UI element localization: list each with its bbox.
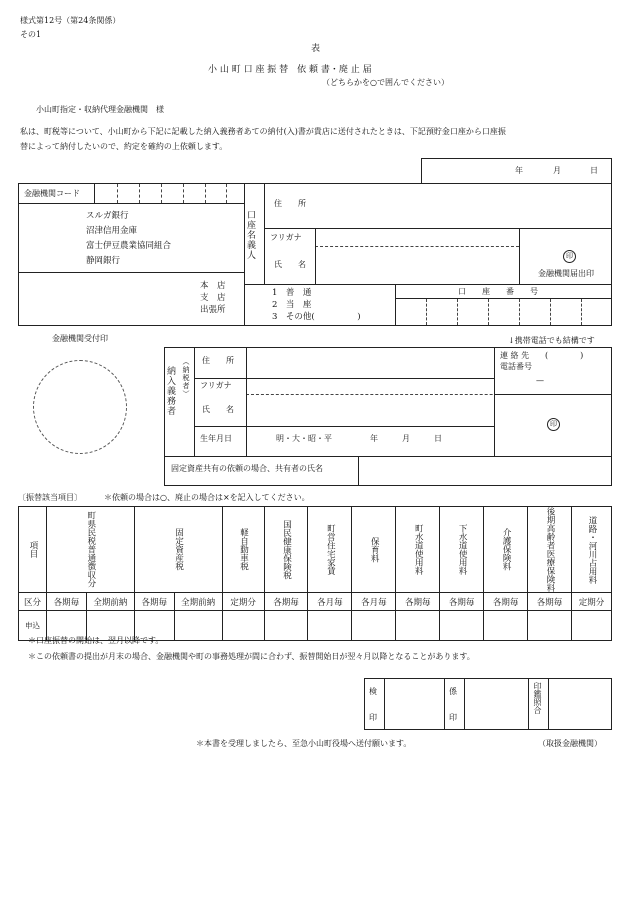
account-holder-label: 口座名義人 (245, 210, 255, 260)
bank-name: 沼津信用金庫 (86, 226, 138, 236)
seal-check-label: 印鑑照合 (533, 682, 542, 714)
apply-cell[interactable] (528, 611, 572, 641)
item-water-fee: 町水道使用料 (396, 507, 440, 593)
date-year: 年 (515, 166, 523, 175)
branch-type-list[interactable] (200, 280, 226, 316)
apply-cell[interactable] (308, 611, 352, 641)
form-number: 様式第12号（第24条関係） (20, 16, 121, 25)
inspection-seal-label: 印 (369, 713, 377, 722)
seal-check-stamp-area[interactable] (549, 679, 611, 729)
account-type: 1 普 通 (272, 288, 312, 298)
omote-label: 表 (311, 44, 321, 54)
item-label: 項目 (19, 507, 47, 593)
items-header-note: ＊依頼の場合は○、廃止の場合は×を記入してください。 (104, 493, 310, 502)
co-owner-label: 固定資産共有の依頼の場合、共有者の氏名 (171, 464, 323, 473)
division-cell: 全期前納 (174, 593, 222, 611)
account-type: 2 当 座 (272, 300, 312, 310)
division-cell: 各期毎 (484, 593, 528, 611)
bank-seal-label: 金融機関届出印 (538, 269, 594, 278)
contact-label: 連 絡 先 (500, 351, 530, 360)
division-cell: 全期前納 (86, 593, 134, 611)
date-day: 日 (590, 166, 598, 175)
apply-cell[interactable] (222, 611, 264, 641)
bank-name: スルガ銀行 (86, 211, 129, 221)
taxpayer-sub-label: （納税者） (182, 358, 190, 398)
birth-date-fields[interactable]: 年 月 日 (370, 434, 442, 443)
item-care-insurance: 介護保険料 (484, 507, 528, 593)
seal-icon: 印 (547, 418, 560, 431)
branch-type: 本 店 (200, 281, 226, 291)
division-cell: 各期毎 (396, 593, 440, 611)
apply-cell[interactable] (352, 611, 396, 641)
seal-icon: 印 (563, 250, 576, 263)
division-cell: 各月毎 (308, 593, 352, 611)
division-cell: 定期分 (222, 593, 264, 611)
item-elderly-insurance: 後期高齢者医療保険料 (528, 507, 572, 593)
phone-label: 電話番号 (500, 362, 532, 371)
note-deadline: ＊この依頼書の提出が月末の場合、金融機関や町の事務処理が間に合わず、振替開始日が翌々月以降となることがあります。 (28, 652, 475, 661)
bank-list[interactable] (86, 209, 171, 269)
holder-address-label: 住 所 (274, 199, 306, 208)
page-title: 小 山 町 口 座 振 替 依 頼 書・廃 止 届 (208, 65, 372, 75)
handling-bank-label: （取扱金融機関） (538, 739, 602, 748)
apply-cell[interactable] (484, 611, 528, 641)
item-light-vehicle-tax: 軽自動車税 (222, 507, 264, 593)
item-road-river-fee: 道路・河川占用料 (571, 507, 611, 593)
items-table (18, 506, 612, 641)
items-header: 〔振替該当項目〕 (18, 493, 82, 502)
inspection-label: 検 (369, 687, 377, 696)
date-month: 月 (553, 166, 561, 175)
item-sewer-fee: 下水道使用料 (440, 507, 484, 593)
intro-line-1: 私は、町税等について、小山町から下記に記載した納入義務者あての納付(入)書が貴店に送付されたときは、下記預貯金口座から口座振 (20, 127, 506, 136)
division-cell: 各月毎 (352, 593, 396, 611)
clerk-label: 係 (449, 687, 457, 696)
footer-note: ＊本書を受理しましたら、至急小山町役場へ送付願います。 (196, 739, 412, 748)
bank-code-label: 金融機関コード (24, 189, 80, 198)
item-childcare-fee: 保育料 (352, 507, 396, 593)
intro-line-2: 替によって納付したいので、約定を確約の上依頼します。 (20, 142, 228, 151)
title-note: （どちらかを○で囲んでください） (322, 78, 449, 87)
taxpayer-address-label: 住 所 (202, 356, 234, 365)
apply-cell[interactable] (571, 611, 611, 641)
division-cell: 各期毎 (134, 593, 174, 611)
division-cell: 各期毎 (264, 593, 308, 611)
branch-type: 支 店 (200, 293, 226, 303)
branch-type: 出張所 (200, 305, 226, 315)
apply-cell[interactable] (264, 611, 308, 641)
item-housing-rent: 町営住宅家賃 (308, 507, 352, 593)
phone-dash: — (536, 376, 544, 385)
addressee: 小山町指定・収納代理金融機関 様 (36, 105, 164, 114)
taxpayer-name-label: 氏 名 (202, 405, 234, 414)
account-type-list[interactable] (272, 287, 361, 323)
note-start: ＊口座振替の開始は、翌月以降です。 (28, 636, 164, 645)
division-cell: 各期毎 (528, 593, 572, 611)
reception-seal-label: 金融機関受付印 (52, 334, 108, 343)
inspection-stamp-area[interactable] (385, 679, 443, 729)
division-cell: 各期毎 (440, 593, 484, 611)
holder-name-label: 氏 名 (274, 260, 306, 269)
apply-cell[interactable] (396, 611, 440, 641)
clerk-stamp-area[interactable] (465, 679, 527, 729)
item-property-tax: 固定資産税 (134, 507, 222, 593)
apply-cell[interactable] (440, 611, 484, 641)
item-resident-tax: 町県民税普通徴収分 (46, 507, 134, 593)
taxpayer-furigana-label: フリガナ (200, 381, 232, 390)
birth-date-label: 生年月日 (200, 434, 232, 443)
bank-name: 富士伊豆農業協同組合 (86, 241, 172, 251)
account-number-label: 口 座 番 号 (458, 287, 538, 296)
clerk-seal-label: 印 (449, 713, 457, 722)
sheet-label: その1 (20, 30, 42, 39)
division-cell: 各期毎 (46, 593, 86, 611)
reception-seal-area[interactable] (33, 360, 127, 454)
taxpayer-label: 納入義務者 (165, 366, 175, 416)
holder-furigana-label: フリガナ (270, 233, 302, 242)
contact-area-code[interactable]: ( ) (545, 351, 584, 360)
account-type: 3 その他( ) (272, 312, 361, 322)
division-cell: 定期分 (571, 593, 611, 611)
bank-name: 静岡銀行 (86, 256, 121, 266)
division-label: 区分 (19, 593, 47, 611)
apply-cell[interactable] (174, 611, 222, 641)
mobile-note: ↓携帯電話でも結構です (508, 336, 595, 345)
birth-era-options[interactable]: 明・大・昭・平 (276, 434, 332, 443)
item-health-insurance-tax: 国民健康保険税 (264, 507, 308, 593)
apply-label: 申込 (19, 611, 47, 641)
